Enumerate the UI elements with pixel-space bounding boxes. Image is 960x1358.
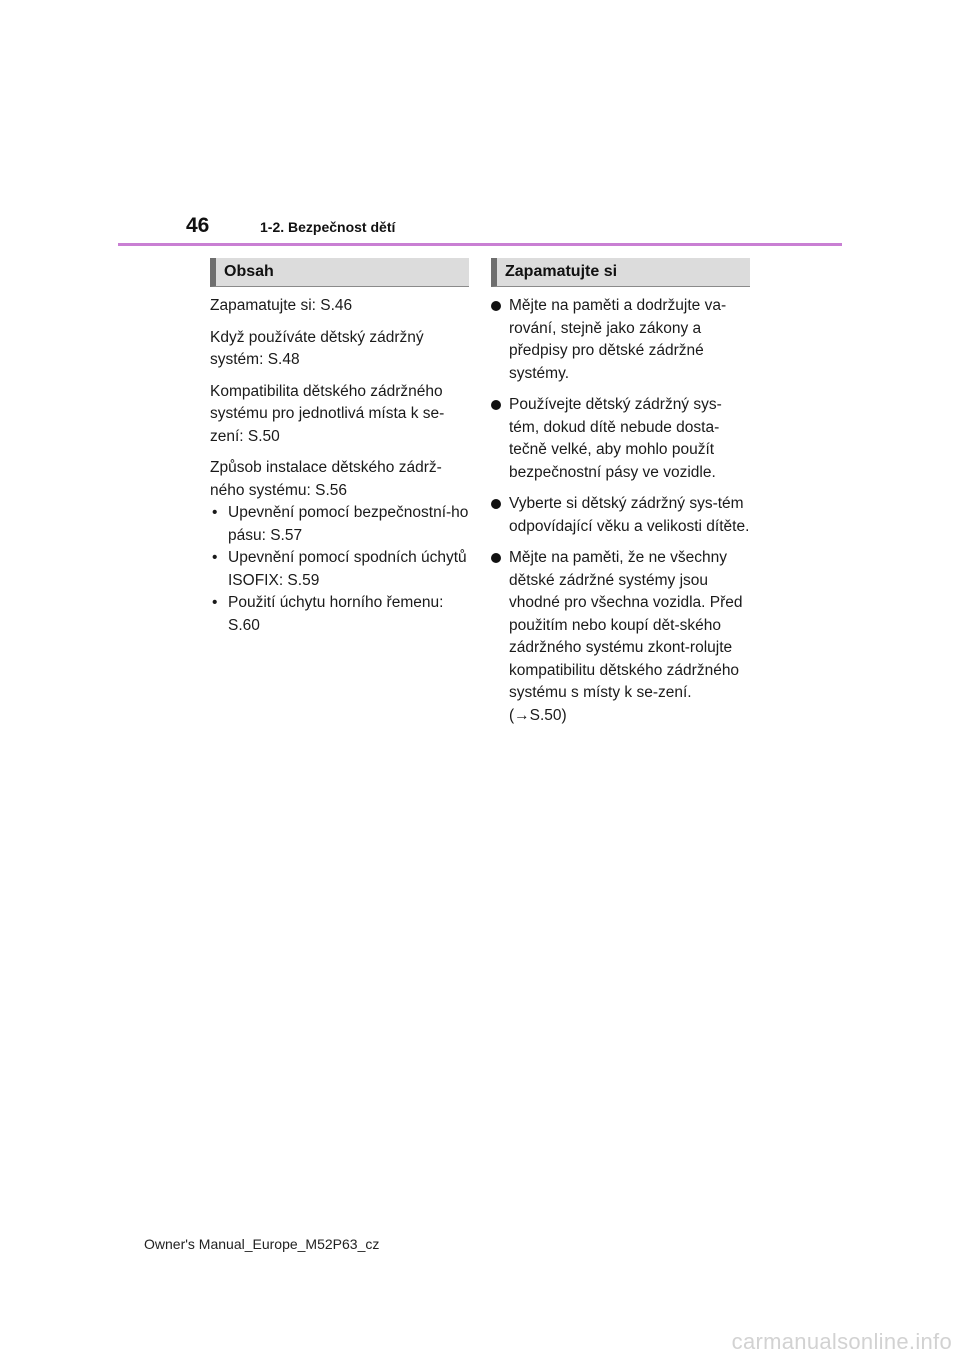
bullet-dot-icon: [491, 499, 501, 509]
remember-item-text: Vyberte si dětský zádržný sys-tém odpovídající věku a velikosti dítěte.: [509, 495, 750, 535]
section-title: 1-2. Bezpečnost dětí: [260, 219, 396, 235]
contents-sub-item: • Upevnění pomocí bezpečnostní-ho pásu: S.57: [210, 502, 469, 547]
remember-item: [491, 547, 750, 727]
remember-box-title: Zapamatujte si: [491, 258, 750, 287]
contents-sub-item: • Použití úchytu horního řemenu: S.60: [210, 592, 469, 637]
footer-label: Owner's Manual_Europe_M52P63_cz: [144, 1236, 380, 1252]
contents-item: Když používáte dětský zádržný systém: S.48: [210, 328, 424, 368]
remember-list: [491, 287, 750, 727]
remember-item-text: Používejte dětský zádržný sys-tém, dokud dítě nebude dosta-tečně velké, aby mohlo použít bezpečnostní pásy ve vozidle.: [509, 396, 722, 481]
remember-item: [491, 295, 750, 385]
page-number: 46: [186, 214, 210, 237]
bullet-dot-icon: [491, 400, 501, 410]
bullet-dot-icon: [491, 301, 501, 311]
contents-item: Způsob instalace dětského zádrž-ného systému: S.56: [210, 459, 442, 499]
contents-item: Zapamatujte si: S.46: [210, 297, 353, 314]
header-rule: [118, 243, 842, 246]
contents-sub-list: [210, 502, 469, 637]
remember-item-text: Mějte na paměti a dodržujte va-rování, stejně jako zákony a předpisy pro dětské zádržné systémy.: [509, 297, 727, 382]
remember-box: [491, 258, 750, 736]
contents-list: [210, 287, 469, 637]
contents-sub-item: • Upevnění pomocí spodních úchytů ISOFIX: S.59: [210, 547, 469, 592]
watermark: carmanualsonline.info: [731, 1329, 952, 1354]
contents-item: Kompatibilita dětského zádržného systému pro jednotlivá místa k se-zení: S.50: [210, 382, 445, 445]
remember-item-text: Mějte na paměti, že ne všechny dětské zádržné systémy jsou vhodné pro všechna vozidla. Před použitím nebo koupí dět-ského zádržného systému zkont-rolujte kompatibilitu dětského zádržného systému s místy k se-zení. (→S.50): [509, 549, 743, 724]
bullet-dot-icon: [491, 553, 501, 563]
remember-item: [491, 394, 750, 484]
contents-box-title: Obsah: [210, 258, 469, 287]
contents-box: [210, 258, 469, 637]
remember-item: [491, 493, 750, 538]
